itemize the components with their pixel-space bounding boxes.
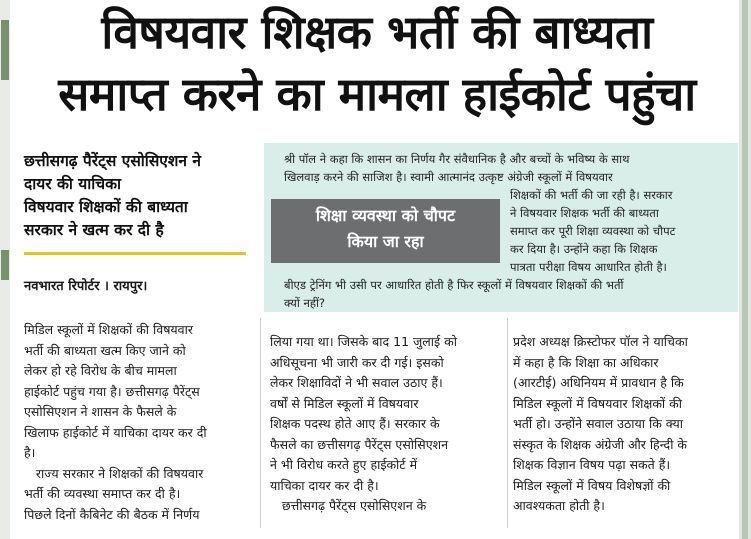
edge-mark — [1, 20, 9, 80]
column-divider — [260, 318, 261, 528]
page-right-edge — [739, 0, 751, 539]
subhead-line: सरकार ने खत्म कर दी है — [24, 221, 164, 239]
callout-line-2: किया जा रहा — [347, 232, 424, 251]
article-column-1 — [24, 320, 252, 525]
column-line: एसोसिएशन ने शासन के फैसले के — [24, 404, 177, 419]
column-line: में कहा है कि शिक्षा का अधिकार — [513, 354, 659, 370]
column-line: खिलाफ हाईकोर्ट में याचिका दायर कर दी — [24, 424, 207, 440]
edge-strip — [742, 0, 748, 539]
quote-line: समाप्त कर पूरी शिक्षा व्यवस्था को चौपट — [510, 224, 676, 238]
column-line: भर्ती की व्यवस्था समाप्त कर दी है। — [24, 486, 181, 501]
quote-line: क्यों नहीं? — [284, 296, 326, 310]
subhead-line: दायर की याचिका — [24, 175, 122, 193]
column-line: शिक्षक विज्ञान विषय पढ़ा सकते हैं। — [513, 457, 671, 472]
column-line: छत्तीसगढ़ पैरेंट्स एसोसिएशन के — [270, 498, 427, 513]
subhead — [24, 150, 256, 242]
column-line: लेकर शिक्षाविदों ने भी सवाल उठाए हैं। — [270, 375, 443, 390]
article-column-3 — [513, 332, 739, 517]
column-line: ने भी विरोध करते हुए हाईकोर्ट में — [270, 457, 418, 472]
column-line: लिया गया था। जिसके बाद 11 जुलाई को — [270, 334, 457, 349]
column-line: संस्कृत के शिक्षक अंग्रेजी और हिन्दी के — [513, 436, 688, 452]
column-line: भर्ती की बाध्यता खत्म किए जाने को — [24, 342, 186, 358]
quote-line: शिक्षकों की भर्ती की जा रही है। सरकार — [510, 188, 673, 202]
column-line: (आरटीई) अधिनियम में प्रावधान है कि — [513, 375, 684, 390]
article-column-2 — [270, 332, 502, 517]
edge-mark — [1, 250, 9, 280]
quote-line: ने विषयवार शिक्षक भर्ती की बाध्यता — [510, 206, 659, 220]
quote-line: कर दिया है। उन्होंने कहा कि शिक्षक — [510, 242, 658, 256]
column-line: पिछले दिनों कैबिनेट की बैठक में निर्णय — [24, 506, 200, 522]
headline-line-1: विषयवार शिक्षक भर्ती की बाध्यता — [101, 5, 653, 59]
column-line: राज्य सरकार ने शिक्षकों की विषयवार — [24, 465, 204, 481]
column-line: हाईकोर्ट पहुंच गया है। छत्तीसगढ़ पैरेंट्स — [24, 383, 200, 399]
headline-line-2: समाप्त करने का मामला हाईकोर्ट पहुंचा — [58, 67, 696, 121]
column-line: याचिका दायर कर दी है। — [270, 477, 379, 493]
column-line: फैसले का छत्तीसगढ़ पैरेंट्स एसोसिएशन — [270, 436, 449, 452]
callout-box — [271, 199, 500, 263]
column-line: प्रदेश अध्यक्ष क्रिस्टोफर पॉल ने याचिका — [513, 334, 688, 349]
column-line: वर्षों से मिडिल स्कूलों में विषयवार — [270, 395, 419, 411]
column-line: अधिसूचना भी जारी कर दी गई। इसको — [270, 354, 444, 370]
byline: नवभारत रिपोर्टर । रायपुर। — [24, 279, 148, 294]
quote-line: खिलवाड़ करने की साजिश है। स्वामी आत्मानंद उत्कृष्ट अंग्रेजी स्कूलों में विषयवार — [284, 170, 613, 184]
column-line: मिडिल स्कूलों में विषय विशेषज्ञों की — [513, 477, 671, 493]
quote-line: पात्रता परीक्षा विषय आधारित होती है। — [510, 260, 667, 274]
column-line: शिक्षक पदस्थ होते आए हैं। सरकार के — [270, 416, 440, 431]
column-line: मिडिल स्कूलों में शिक्षकों की विषयवार — [24, 322, 193, 337]
subhead-line: विषयवार शिक्षकों की बाध्यता — [24, 198, 188, 216]
column-line: भर्ती हो। उन्होंने सवाल उठाया कि क्या — [513, 416, 683, 431]
yellow-rule — [24, 252, 246, 255]
quote-line: बीएड ट्रेनिंग भी उसी पर आधारित होती है फिर स्कूलों में विषयवार शिक्षकों की भर्ती — [284, 278, 624, 292]
column-line: है। — [24, 445, 36, 460]
column-line: आवश्यकता होती है। — [513, 498, 605, 513]
callout-line-1: शिक्षा व्यवस्था को चौपट — [315, 206, 456, 225]
page-left-edge — [0, 0, 10, 539]
column-line: मिडिल स्कूलों में विषयवार शिक्षकों की — [513, 395, 682, 411]
quote-line: श्री पॉल ने कहा कि शासन का निर्णय गैर संवैधानिक है और बच्चों के भविष्य के साथ — [284, 152, 630, 166]
column-divider — [507, 318, 508, 528]
column-line: लेकर हो रहे विरोध के बीच मामला — [24, 363, 177, 378]
subhead-line: छत्तीसगढ़ पैरेंट्स एसोसिएशन ने — [24, 152, 202, 170]
